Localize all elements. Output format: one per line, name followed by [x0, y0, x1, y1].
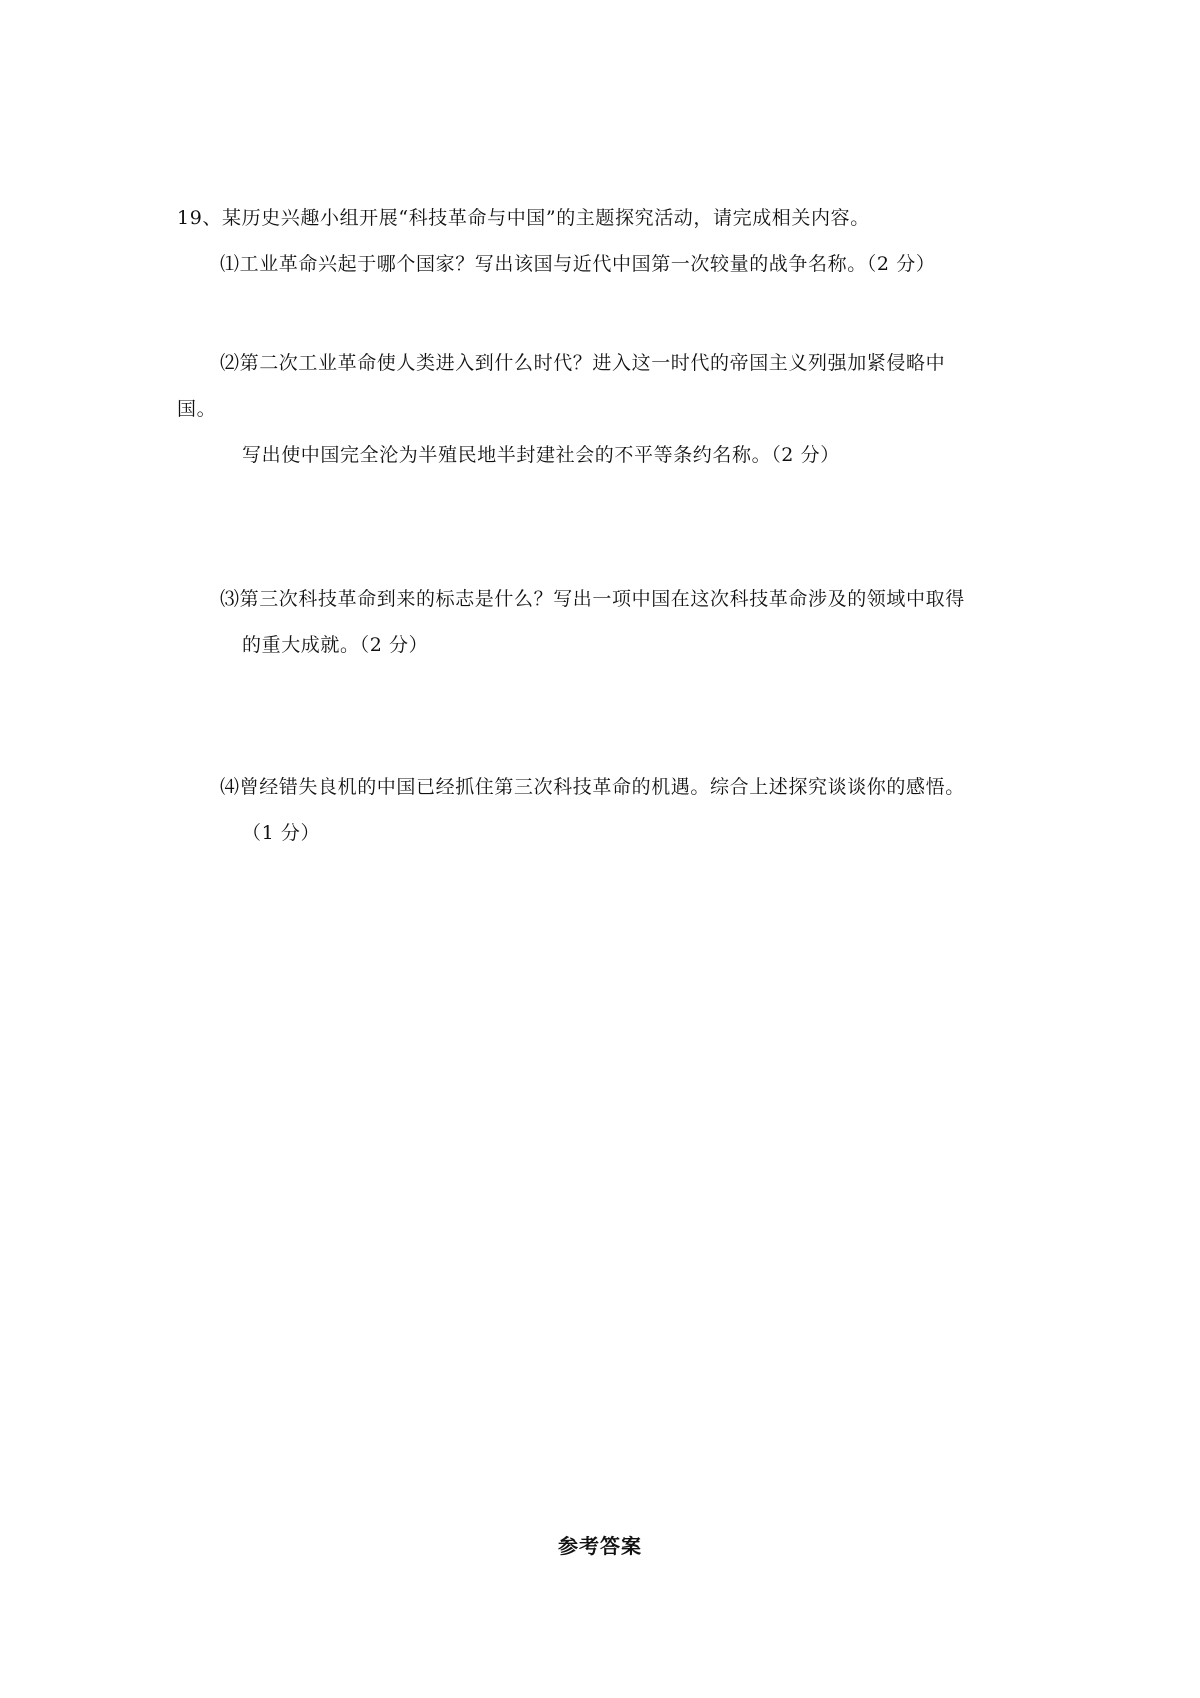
- question-part-2-line-3: 写出使中国完全沦为半殖民地半封建社会的不平等条约名称。（2 分）: [242, 444, 840, 466]
- answer-section-heading: 参考答案: [558, 1534, 642, 1558]
- question-part-2-line-1: ⑵第二次工业革命使人类进入到什么时代？进入这一时代的帝国主义列强加紧侵略中: [220, 352, 946, 374]
- question-part-4-line-2: （1 分）: [242, 822, 321, 844]
- question-19-intro: 19、某历史兴趣小组开展“科技革命与中国”的主题探究活动，请完成相关内容。: [177, 207, 870, 229]
- question-part-4-line-1: ⑷曾经错失良机的中国已经抓住第三次科技革命的机遇。综合上述探究谈谈你的感悟。: [220, 776, 965, 798]
- question-part-3-line-1: ⑶第三次科技革命到来的标志是什么？写出一项中国在这次科技革命涉及的领域中取得: [220, 588, 965, 610]
- question-part-3-line-2: 的重大成就。（2 分）: [242, 634, 429, 656]
- question-part-2-line-2: 国。: [177, 398, 217, 420]
- question-part-1: ⑴工业革命兴起于哪个国家？写出该国与近代中国第一次较量的战争名称。（2 分）: [220, 253, 936, 275]
